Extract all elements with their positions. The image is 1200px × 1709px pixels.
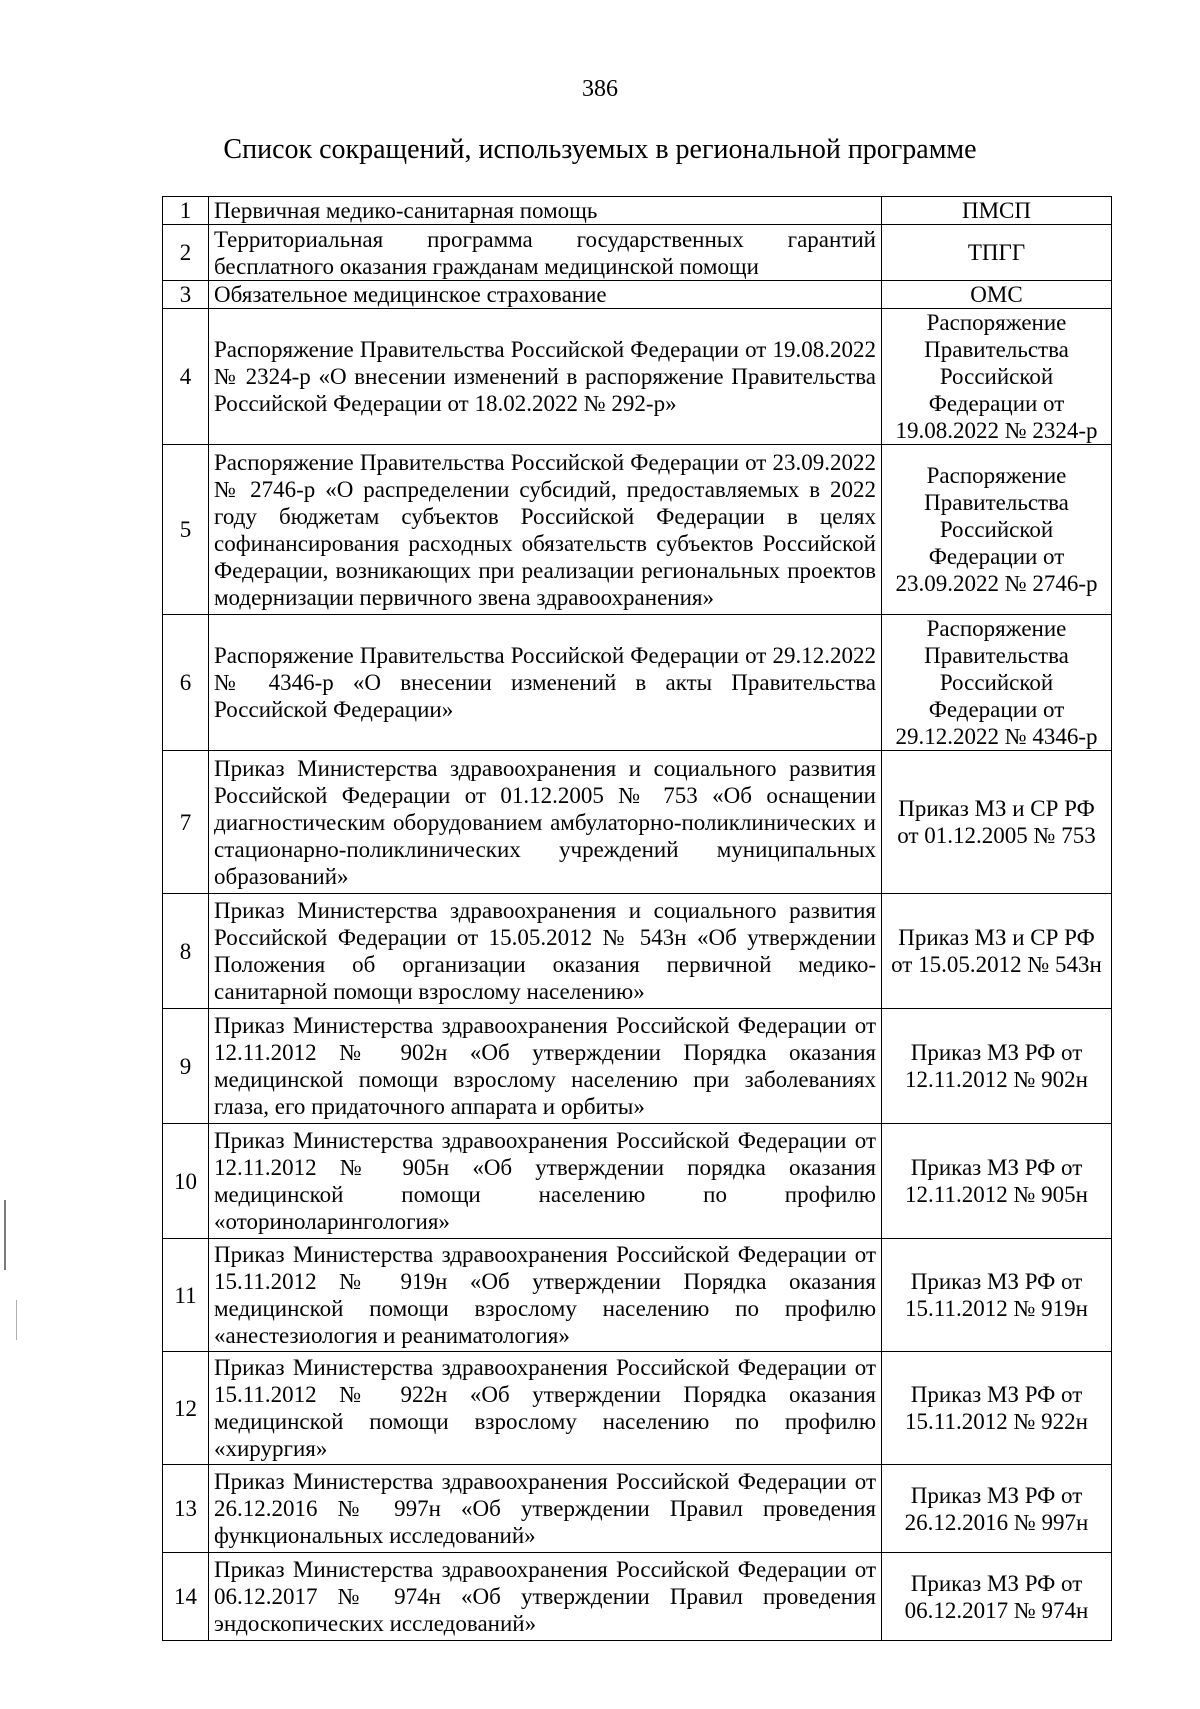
abbreviations-table (162, 196, 1112, 1641)
abbreviation: Распоряжение Правительства Российской Федерации от 19.08.2022 № 2324-р (882, 309, 1112, 445)
full-name: Распоряжение Правительства Российской Федерации от 29.12.2022 № 4346-р «О внесении изменений в акты Правительства Российской Федерации» (209, 615, 882, 751)
row-number: 13 (163, 1465, 209, 1553)
abbreviation: Распоряжение Правительства Российской Федерации от 23.09.2022 № 2746-р (882, 445, 1112, 615)
full-name: Приказ Министерства здравоохранения Российской Федерации от 26.12.2016 № 997н «Об утверждении Правил проведения функциональных исследований» (209, 1465, 882, 1553)
abbreviation: ТПГГ (882, 225, 1112, 281)
abbreviation: Приказ МЗ РФ от 15.11.2012 № 922н (882, 1352, 1112, 1465)
full-name: Приказ Министерства здравоохранения Российской Федерации от 15.11.2012 № 919н «Об утверждении Порядка оказания медицинской помощи взрослому населению по профилю «анестезиология и реаниматология» (209, 1239, 882, 1352)
full-name: Приказ Министерства здравоохранения Российской Федерации от 15.11.2012 № 922н «Об утверждении Порядка оказания медицинской помощи взрослому населению по профилю «хирургия» (209, 1352, 882, 1465)
page-title: Список сокращений, используемых в региональной программе (223, 134, 977, 165)
row-number: 8 (163, 894, 209, 1009)
abbreviation: Приказ МЗ РФ от 06.12.2017 № 974н (882, 1553, 1112, 1641)
full-name: Обязательное медицинское страхование (209, 281, 882, 309)
table-row (163, 1553, 1112, 1641)
page-number: 386 (582, 76, 618, 102)
full-name: Территориальная программа государственных гарантий бесплатного оказания гражданам медицинской помощи (209, 225, 882, 281)
row-number: 11 (163, 1239, 209, 1352)
row-number: 9 (163, 1009, 209, 1124)
table-row (163, 281, 1112, 309)
abbreviation: Приказ МЗ и СР РФ от 01.12.2005 № 753 (882, 751, 1112, 894)
table-row (163, 894, 1112, 1009)
table-row (163, 1352, 1112, 1465)
row-number: 4 (163, 309, 209, 445)
table-row (163, 225, 1112, 281)
table-row (163, 197, 1112, 225)
row-number: 3 (163, 281, 209, 309)
full-name: Приказ Министерства здравоохранения Российской Федерации от 12.11.2012 № 905н «Об утверждении порядка оказания медицинской помощи населению по профилю «оториноларингология» (209, 1124, 882, 1239)
table-row (163, 1239, 1112, 1352)
full-name: Распоряжение Правительства Российской Федерации от 19.08.2022 № 2324-р «О внесении изменений в распоряжение Правительства Российской Федерации от 18.02.2022 № 292-р» (209, 309, 882, 445)
abbreviation: ПМСП (882, 197, 1112, 225)
row-number: 6 (163, 615, 209, 751)
full-name: Распоряжение Правительства Российской Федерации от 23.09.2022 № 2746-р «О распределении субсидий, предоставляемых в 2022 году бюджетам субъектов Российской Федерации в целях софинансирования расходных обязательств субъектов Российской Федерации, возникающих при реализации региональных проектов модернизации первичного звена здравоохранения» (209, 445, 882, 615)
abbreviation: Распоряжение Правительства Российской Федерации от 29.12.2022 № 4346-р (882, 615, 1112, 751)
row-number: 1 (163, 197, 209, 225)
table-row (163, 615, 1112, 751)
table-row (163, 1124, 1112, 1239)
table-row (163, 309, 1112, 445)
full-name: Первичная медико-санитарная помощь (209, 197, 882, 225)
scan-edge-mark (16, 1300, 17, 1340)
row-number: 5 (163, 445, 209, 615)
row-number: 7 (163, 751, 209, 894)
row-number: 12 (163, 1352, 209, 1465)
table-row (163, 1009, 1112, 1124)
table-row (163, 1465, 1112, 1553)
scan-edge-mark (4, 1200, 6, 1270)
row-number: 14 (163, 1553, 209, 1641)
abbreviation: Приказ МЗ РФ от 15.11.2012 № 919н (882, 1239, 1112, 1352)
row-number: 2 (163, 225, 209, 281)
full-name: Приказ Министерства здравоохранения и социального развития Российской Федерации от 15.05.2012 № 543н «Об утверждении Положения об организации оказания первичной медико-санитарной помощи взрослому населению» (209, 894, 882, 1009)
abbreviation: Приказ МЗ РФ от 12.11.2012 № 905н (882, 1124, 1112, 1239)
abbreviation: ОМС (882, 281, 1112, 309)
full-name: Приказ Министерства здравоохранения и социального развития Российской Федерации от 01.12.2005 № 753 «Об оснащении диагностическим оборудованием амбулаторно-поликлинических и стационарно-поликлинических учреждений муниципальных образований» (209, 751, 882, 894)
table-row (163, 751, 1112, 894)
row-number: 10 (163, 1124, 209, 1239)
table-row (163, 445, 1112, 615)
abbreviation: Приказ МЗ РФ от 12.11.2012 № 902н (882, 1009, 1112, 1124)
abbreviation: Приказ МЗ и СР РФ от 15.05.2012 № 543н (882, 894, 1112, 1009)
abbreviation: Приказ МЗ РФ от 26.12.2016 № 997н (882, 1465, 1112, 1553)
full-name: Приказ Министерства здравоохранения Российской Федерации от 06.12.2017 № 974н «Об утверждении Правил проведения эндоскопических исследований» (209, 1553, 882, 1641)
full-name: Приказ Министерства здравоохранения Российской Федерации от 12.11.2012 № 902н «Об утверждении Порядка оказания медицинской помощи взрослому населению при заболеваниях глаза, его придаточного аппарата и орбиты» (209, 1009, 882, 1124)
